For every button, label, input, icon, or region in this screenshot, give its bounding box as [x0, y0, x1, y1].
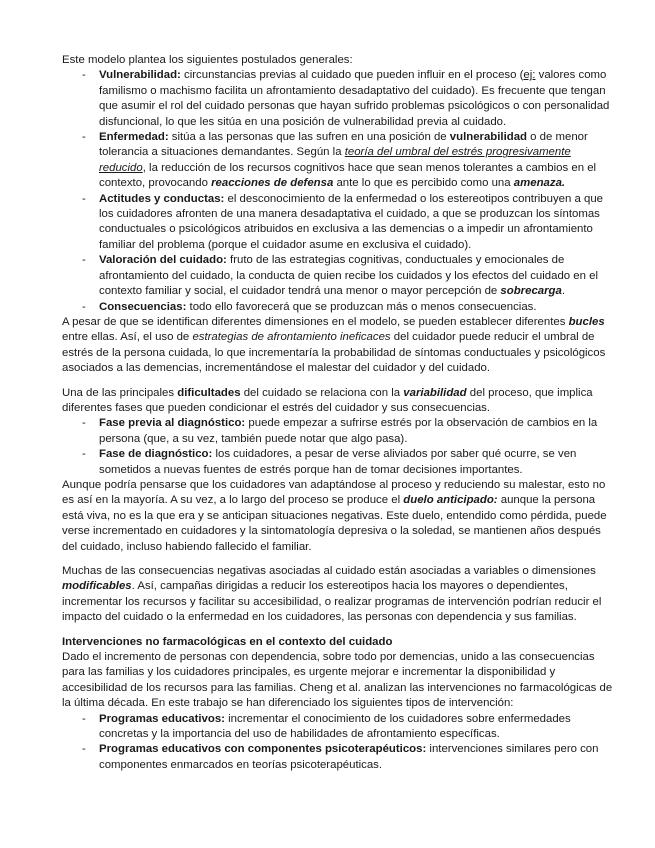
keyword-modificables: modificables — [62, 580, 132, 593]
keyword-dificultades: dificultades — [177, 386, 241, 399]
term-enfermedad: Enfermedad: — [99, 131, 169, 144]
list-item: - Consecuencias: todo ello favorecerá que se produzcan más o menos consecuencias. — [62, 300, 618, 315]
term-programas-psicoterapeuticos: Programas educativos con componentes psicoterapéuticos: — [99, 743, 427, 756]
keyword-duelo: duelo anticipado: — [403, 494, 498, 507]
intro-line: Este modelo plantea los siguientes postulados generales: — [62, 54, 353, 66]
ej-label: ej: — [523, 69, 536, 82]
document-page — [62, 53, 618, 773]
paragraph-bucles: A pesar de que se identifican diferentes dimensiones en el modelo, se pueden establecer diferentes bucles entre ellas. Así, el uso de estrategias de afrontamiento ineficaces del cuidador puede reducir el umbral de estrés de la persona cuidada, lo que incrementaría la probabilidad de síntomas conductuales y psicológicos asociados a las demencias, incrementándose el malestar del cuidador y del cuidado. — [62, 315, 606, 375]
list-item: - Valoración del cuidado: fruto de las estrategias cognitivas, conductuales y emocionales de afrontamiento del cuidado, la conducta de quien recibe los cuidados y los efectos del cuidado en el contexto familiar y social, el cuidador tendrá una menor o mayor percepción de sobrecarga. — [62, 253, 618, 299]
keyword-variabilidad: variabilidad — [403, 386, 467, 399]
paragraph-modificables: Muchas de las consecuencias negativas asociadas al cuidado están asociadas a variables o dimensiones modificables. Así, campañas dirigidas a reducir los estereotipos hacia los mayores o dependientes, incrementar los recursos y facilitar su accesibilidad, o realizar programas de intervención podrían reducir el impacto del cuidado o la enfermedad en los cuidadores, las personas con dependencia y sus familias. — [62, 565, 602, 624]
term-valoracion: Valoración del cuidado: — [99, 254, 227, 267]
term-fase-previa: Fase previa al diagnóstico: — [99, 417, 246, 430]
term-programas-educativos: Programas educativos: — [99, 712, 225, 725]
list-item: - Programas educativos: incrementar el conocimiento de los cuidadores sobre enfermedades concretas y la importancia del uso de habilidades de afrontamiento específicas. — [62, 712, 618, 743]
fases-list — [62, 416, 618, 478]
keyword-vulnerabilidad: vulnerabilidad — [449, 131, 528, 144]
term-consecuencias: Consecuencias: — [99, 300, 187, 313]
section-heading: Intervenciones no farmacológicas en el contexto del cuidado — [62, 635, 393, 648]
postulados-list — [62, 68, 618, 315]
term-vulnerabilidad: Vulnerabilidad: — [99, 69, 181, 82]
list-item: - Fase de diagnóstico: los cuidadores, a pesar de verse aliviados por saber qué ocurre, se ven sometidos a nuevas fuentes de estrés porque han de tomar decisiones importantes. — [62, 447, 618, 478]
theory-link: teoría del umbral del estrés progresivamente reducido — [99, 146, 571, 174]
keyword-estrategias: estrategias de afrontamiento ineficaces — [192, 331, 391, 344]
keyword-bucles: bucles — [568, 315, 605, 328]
list-item: - Programas educativos con componentes psicoterapéuticos: intervenciones similares pero con componentes enmarcados en teorías psicoterapéuticas. — [62, 742, 618, 773]
keyword-reacciones: reacciones de defensa — [211, 177, 334, 190]
term-actitudes: Actitudes y conductas: — [99, 192, 225, 205]
paragraph-duelo: Aunque podría pensarse que los cuidadores van adaptándose al proceso y reduciendo su malestar, esto no es así en la mayoría. A su vez, a lo largo del proceso se produce el duelo anticipado: aunque la persona está viva, no es la que era y se anticipan situaciones negativas. Este duelo, entendido como pérdida, puede verse incrementado en cuidadores y la sintomatología depresiva o la soledad, se mantienen años después del cuidado, incluso habiendo fallecido el familiar. — [62, 478, 607, 553]
keyword-sobrecarga: sobrecarga — [500, 285, 562, 298]
list-item: - Enfermedad: sitúa a las personas que las sufren en una posición de vulnerabilidad o de menor tolerancia a situaciones demandantes. Según la teoría del umbral del estrés progresivamente reducido, la reducción de los recursos cognitivos hace que sean menos tolerantes a cambios en el contexto, provocando reacciones de defensa ante lo que es percibido como una amenaza. — [62, 130, 618, 192]
list-item: - Vulnerabilidad: circunstancias previas al cuidado que pueden influir en el proceso (ej: valores como familismo o machismo facilita un afrontamiento desadaptativo del cuidado). Es frecuente que tengan que asumir el rol del cuidado personas que hayan sufrido problemas psicológicos o con personalidad disfuncional, lo que les sitúa en una posición de vulnerabilidad previa al cuidado. — [62, 68, 618, 130]
paragraph-intervenciones: Dado el incremento de personas con dependencia, sobre todo por demencias, unido a las consecuencias para las familias y los cuidadores principales, es urgente mejorar e incrementar la disponibilidad y accesibilidad de los recursos para las familias. Cheng et al. analizan las intervenciones no farmacológicas de la última década. En este trabajo se han diferenciado los siguientes tipos de intervención: — [62, 651, 613, 710]
list-item: - Actitudes y conductas: el desconocimiento de la enfermedad o los estereotipos contribuyen a que los cuidadores afronten de una manera desadaptativa el cuidado, a que se produzcan los síntomas conductuales o psicológicos atribuidos en exclusiva a las demencias o a impedir un afrontamiento familiar del problema (porque el cuidador asume en exclusiva el cuidado). — [62, 192, 618, 254]
paragraph-dificultades: Una de las principales dificultades del cuidado se relaciona con la variabilidad del proceso, que implica diferentes fases que pueden condicionar el estrés del cuidador y sus consecuencias. — [62, 386, 593, 414]
term-fase-diagnostico: Fase de diagnóstico: — [99, 448, 213, 461]
keyword-amenaza: amenaza. — [513, 177, 566, 190]
intervenciones-list — [62, 712, 618, 774]
list-item: - Fase previa al diagnóstico: puede empezar a sufrirse estrés por la observación de cambios en la persona (que, a su vez, también puede notar que algo pasa). — [62, 416, 618, 447]
